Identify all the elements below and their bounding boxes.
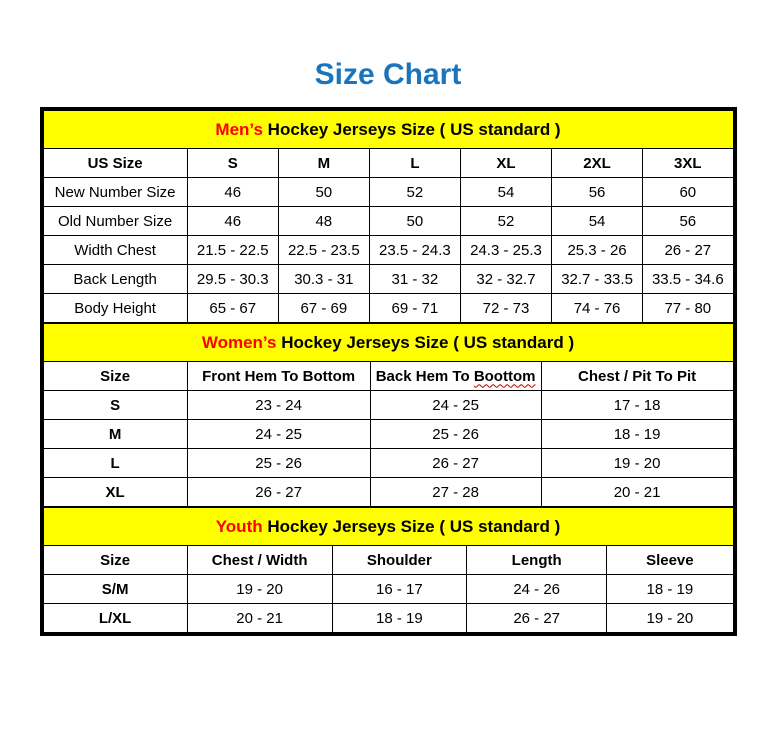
section-band-row [43,111,733,149]
column-header-cell: Size [43,546,187,575]
data-cell: 17 - 18 [541,391,733,420]
data-cell: 32.7 - 33.5 [552,265,643,294]
data-cell: 77 - 80 [643,294,733,323]
data-cell: 32 - 32.7 [460,265,551,294]
section-band-highlight: Women’s [201,332,277,352]
column-header-cell: Sleeve [607,546,733,575]
section-band-rest: Hockey Jerseys Size ( US standard ) [262,119,561,139]
data-cell: 22.5 - 23.5 [278,236,369,265]
data-cell: 26 - 27 [467,604,607,633]
data-cell: 18 - 19 [541,420,733,449]
data-cell: 74 - 76 [552,294,643,323]
data-cell: 31 - 32 [369,265,460,294]
data-cell: 26 - 27 [643,236,733,265]
data-cell: 30.3 - 31 [278,265,369,294]
data-cell: 72 - 73 [460,294,551,323]
data-cell: 21.5 - 22.5 [187,236,278,265]
table-row [43,391,733,420]
column-header-cell: 3XL [643,149,733,178]
data-cell: 65 - 67 [187,294,278,323]
data-cell: 19 - 20 [541,449,733,478]
table-row [43,207,733,236]
column-header-cell: US Size [43,149,187,178]
data-cell: 25.3 - 26 [552,236,643,265]
row-label-cell: L [43,449,187,478]
row-label-cell: Back Length [43,265,187,294]
column-header-cell: L [369,149,460,178]
section-band-title [43,111,733,149]
youth-size-table [43,507,734,633]
row-label-cell: Body Height [43,294,187,323]
data-cell: 24 - 25 [370,391,541,420]
row-label-cell: XL [43,478,187,507]
section-band-highlight: Men’s [215,119,263,139]
data-cell: 56 [552,178,643,207]
column-header-cell: M [278,149,369,178]
mens-size-table [43,110,734,323]
column-header-cell: XL [460,149,551,178]
data-cell: 56 [643,207,733,236]
page-title: Size Chart [314,58,462,91]
table-row [43,604,733,633]
column-header-cell: Size [43,362,187,391]
data-cell: 24.3 - 25.3 [460,236,551,265]
column-header-cell: Front Hem To Bottom [187,362,370,391]
data-cell: 52 [460,207,551,236]
section-band-title [43,508,733,546]
column-header-cell: Shoulder [332,546,467,575]
table-row [43,449,733,478]
data-cell: 19 - 20 [187,575,332,604]
size-chart-tables [40,107,737,636]
data-cell: 26 - 27 [187,478,370,507]
data-cell: 46 [187,178,278,207]
section-band-rest: Hockey Jerseys Size ( US standard ) [276,332,575,352]
table-row [43,294,733,323]
data-cell: 67 - 69 [278,294,369,323]
column-header-cell: Chest / Width [187,546,332,575]
row-label-cell: Old Number Size [43,207,187,236]
column-header-row [43,149,733,178]
data-cell: 24 - 25 [187,420,370,449]
row-label-cell: New Number Size [43,178,187,207]
data-cell: 27 - 28 [370,478,541,507]
table-row [43,420,733,449]
table-row [43,478,733,507]
data-cell: 23 - 24 [187,391,370,420]
data-cell: 46 [187,207,278,236]
section-band-rest: Hockey Jerseys Size ( US standard ) [262,516,561,536]
column-header-cell: Chest / Pit To Pit [541,362,733,391]
womens-size-table [43,323,734,507]
column-header-cell [370,362,541,391]
data-cell: 29.5 - 30.3 [187,265,278,294]
data-cell: 50 [369,207,460,236]
data-cell: 25 - 26 [370,420,541,449]
data-cell: 48 [278,207,369,236]
row-label-cell: S [43,391,187,420]
data-cell: 18 - 19 [607,575,733,604]
table-row [43,178,733,207]
data-cell: 18 - 19 [332,604,467,633]
section-band-title [43,324,733,362]
section-band-row [43,508,733,546]
row-label-cell: L/XL [43,604,187,633]
data-cell: 26 - 27 [370,449,541,478]
section-band-row [43,324,733,362]
column-header-row [43,362,733,391]
data-cell: 23.5 - 24.3 [369,236,460,265]
data-cell: 69 - 71 [369,294,460,323]
column-header-text: Back Hem To [375,367,474,385]
table-row [43,236,733,265]
data-cell: 54 [552,207,643,236]
data-cell: 16 - 17 [332,575,467,604]
column-header-cell: 2XL [552,149,643,178]
row-label-cell: S/M [43,575,187,604]
section-band-highlight: Youth [215,516,263,536]
data-cell: 20 - 21 [541,478,733,507]
data-cell: 60 [643,178,733,207]
data-cell: 20 - 21 [187,604,332,633]
row-label-cell: Width Chest [43,236,187,265]
data-cell: 19 - 20 [607,604,733,633]
data-cell: 33.5 - 34.6 [643,265,733,294]
row-label-cell: M [43,420,187,449]
table-row [43,265,733,294]
column-header-cell: Length [467,546,607,575]
data-cell: 52 [369,178,460,207]
data-cell: 54 [460,178,551,207]
column-header-row [43,546,733,575]
table-row [43,575,733,604]
misspelled-word-squiggle: Boottom [473,367,536,385]
data-cell: 24 - 26 [467,575,607,604]
data-cell: 25 - 26 [187,449,370,478]
data-cell: 50 [278,178,369,207]
column-header-cell: S [187,149,278,178]
